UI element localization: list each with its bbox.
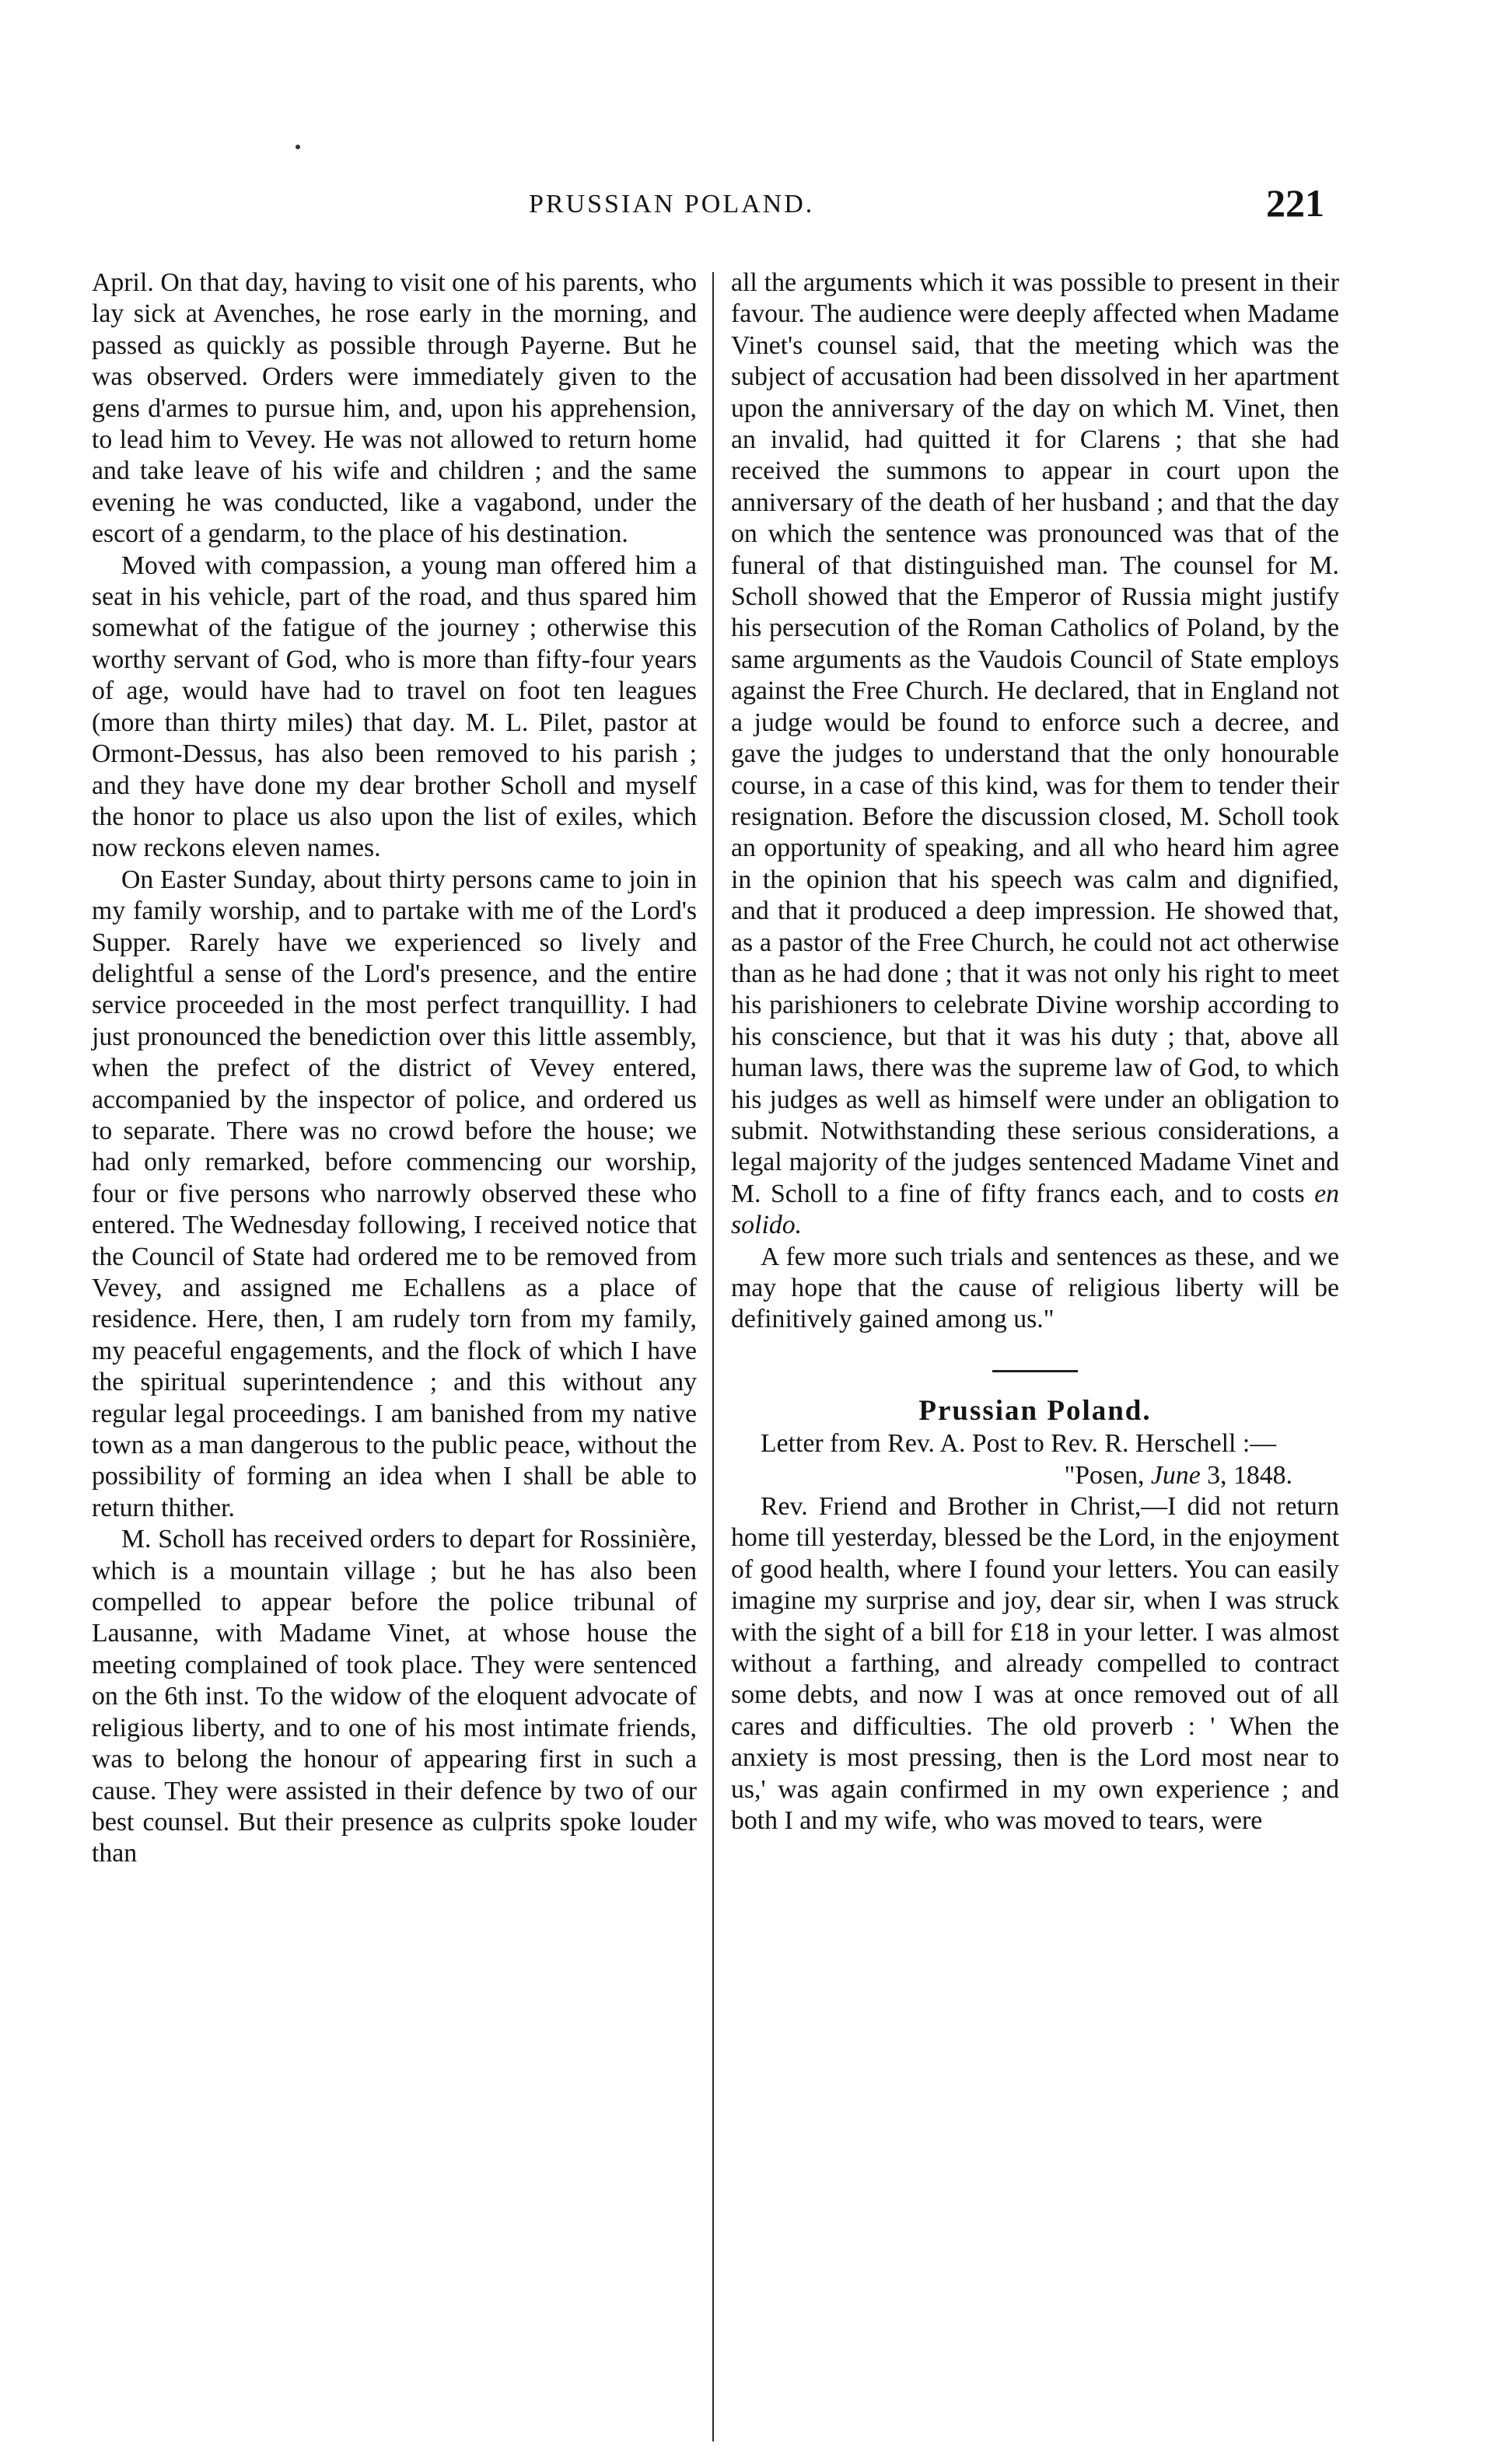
page-number: 221 xyxy=(1266,181,1324,225)
dateline-place: "Posen, xyxy=(1064,1460,1151,1490)
column-divider xyxy=(712,272,714,2441)
paragraph: April. On that day, having to visit one of his parents, who lay sick at Avenches, he rose early in the morning, and passed as quickly as possible through Payerne. But he was observed. Orders were immediately given to the gens d'armes to pursue him, and, upon his apprehension, to lead him to Vevey. He was not allowed to return home and take leave of his wife and children ; and the same evening he was conducted, like a vagabond, under the escort of a gendarm, to the place of his destination. xyxy=(92,268,697,549)
paragraph: A few more such trials and sentences as these, and we may hope that the cause of religious liberty will be definitively gained among us." xyxy=(731,1242,1339,1334)
paragraph xyxy=(731,267,1339,1242)
paragraph: M. Scholl has received orders to depart for Rossinière, which is a mountain village ; but he has also been compelled to appear before the police tribunal of Lausanne, with Madame Vinet, at whose house the meeting complained of took place. They were sentenced on the 6th inst. To the widow of the eloquent advocate of religious liberty, and to one of his most intimate friends, was to belong the honour of appearing first in such a cause. They were assisted in their defence by two of our best counsel. But their presence as culprits spoke louder than xyxy=(92,1525,697,1868)
running-head: PRUSSIAN POLAND. xyxy=(529,190,815,218)
letter-dateline xyxy=(731,1460,1339,1491)
right-column xyxy=(731,267,1339,1837)
latin-phrase: en solido. xyxy=(731,1179,1339,1240)
dateline-date: 3, 1848. xyxy=(1200,1460,1292,1490)
letter-intro: Letter from Rev. A. Post to Rev. R. Herschell :— xyxy=(761,1429,1276,1459)
paragraph: Rev. Friend and Brother in Christ,—I did not return home till yesterday, blessed be the Lord, in the enjoyment of good health, where I found your letters. You can easily imagine my surprise and joy, dear sir, when I was struck with the sight of a bill for £18 in your letter. I was almost without a farthing, and already compelled to contract some debts, and now I was at once removed out of all cares and difficulties. The old proverb : ' When the anxiety is most pressing, then is the Lord most near to us,' was again confirmed in my own experience ; and both I and my wife, who was moved to tears, were xyxy=(731,1492,1339,1836)
dateline-month: June xyxy=(1150,1460,1201,1490)
paragraph: Moved with compassion, a young man offered him a seat in his vehicle, part of the road, and thus spared him somewhat of the fatigue of the journey ; otherwise this worthy servant of God, who is more than fifty-four years of age, would have had to travel on foot ten leagues (more than thirty miles) that day. M. L. Pilet, pastor at Ormont-Dessus, has also been removed to his parish ; and they have done my dear brother Scholl and myself the honor to place us also upon the list of exiles, which now reckons eleven names. xyxy=(92,550,697,863)
section-divider xyxy=(992,1370,1078,1372)
paragraph-text: all the arguments which it was possible to present in their favour. The audience were deeply affected when Madame Vinet's counsel said, that the meeting which was the subject of accusation had been dissolved in her apartment upon the anniversary of the day on which M. Vinet, then an invalid, had quitted it for Clarens ; that she had received the summons to appear in court upon the anniversary of the death of her husband ; and that the day on which the sentence was pronounced was that of the funeral of that distinguished man. The counsel for M. Scholl showed that the Emperor of Russia might justify his persecution of the Roman Catholics of Poland, by the same arguments as the Vaudois Council of State employs against the Free Church. He declared, that in England not a judge would be found to enforce such a decree, and gave the judges to understand that the only honourable course, in a case of this kind, was for them to tender their resignation. Before the discussion closed, M. Scholl took an opportunity of speaking, and all who heard him agree in the opinion that his speech was calm and dignified, and that it produced a deep impression. He showed that, as a pastor of the Free Church, he could not act otherwise than as he had done ; that it was not only his right to meet his parishioners to celebrate Divine worship according to his conscience, but that it was his duty ; that, above all human laws, there was the supreme law of God, to which his judges as well as himself were under an obligation to submit. Notwithstanding these serious considerations, a legal majority of the judges sentenced Madame Vinet and M. Scholl to a fine of fifty francs each, and to costs xyxy=(731,268,1339,1208)
left-column xyxy=(92,267,697,1870)
page-header xyxy=(0,180,1490,235)
section-title: Prussian Poland. xyxy=(918,1394,1152,1427)
paragraph: On Easter Sunday, about thirty persons came to join in my family worship, and to partake with me of the Lord's Supper. Rarely have we experienced so lively and delightful a sense of the Lord's presence, and the entire service proceeded in the most perfect tranquillity. I had just pronounced the benediction over this little assembly, when the prefect of the district of Vevey entered, accompanied by the inspector of police, and ordered us to separate. There was no crowd before the house; we had only remarked, before commencing our worship, four or five persons who narrowly observed these who entered. The Wednesday following, I received notice that the Council of State had ordered me to be removed from Vevey, and assigned me Echallens as a place of residence. Here, then, I am rudely torn from my family, my peaceful engagements, and the flock of which I have the spiritual superintendence ; and this without any regular legal proceedings. I am banished from my native town as a man dangerous to the public peace, without the possibility of forming an idea when I shall be able to return thither. xyxy=(92,865,697,1522)
ink-speck xyxy=(296,145,300,149)
